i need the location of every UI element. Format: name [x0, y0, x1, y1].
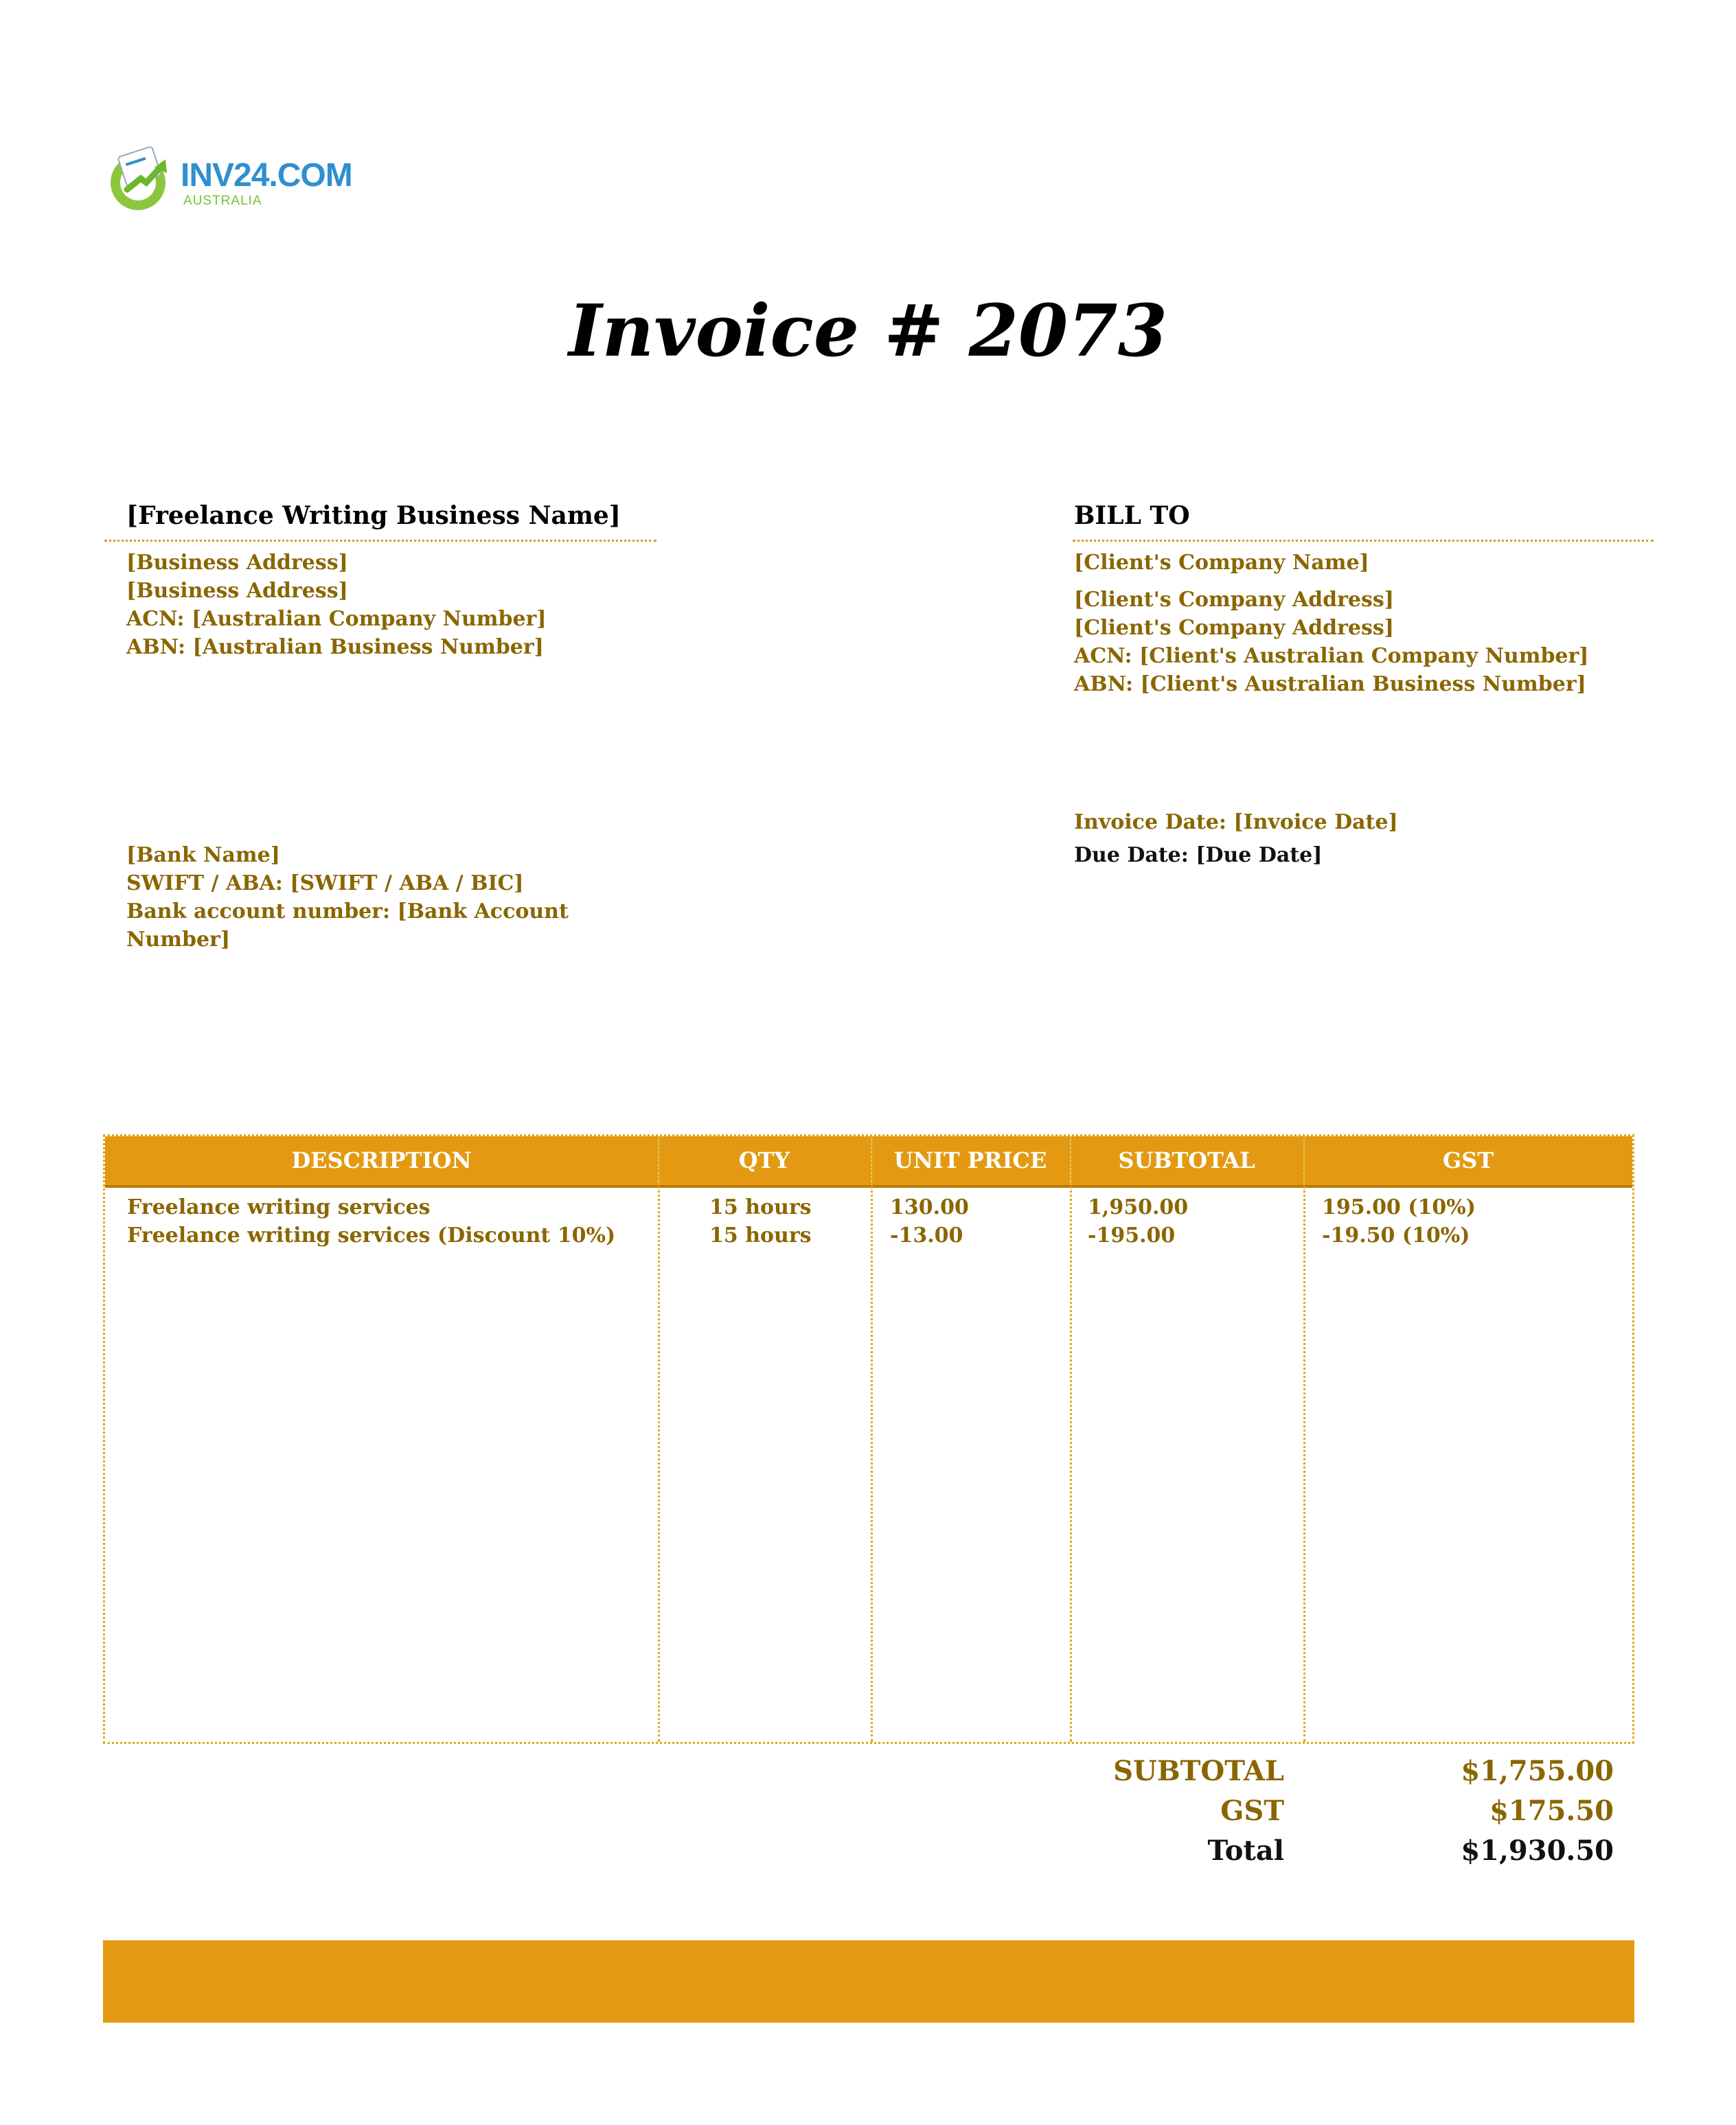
- invoice-title: Invoice # 2073: [568, 288, 1168, 373]
- business-abn: ABN: [Australian Business Number]: [126, 635, 544, 659]
- column-divider: [658, 1136, 660, 1742]
- footer-band: [103, 1940, 1634, 2023]
- header-description: DESCRIPTION: [291, 1147, 472, 1173]
- row-subtotal: -195.00: [1088, 1224, 1176, 1248]
- column-divider: [1070, 1136, 1072, 1742]
- column-divider: [1303, 1136, 1305, 1742]
- row-unit-price: -13.00: [890, 1224, 963, 1248]
- table-header: [105, 1136, 1632, 1188]
- column-divider: [871, 1136, 873, 1742]
- row-unit-price: 130.00: [890, 1195, 969, 1219]
- bill-to-divider: [1073, 540, 1654, 542]
- company-logo: [106, 144, 352, 220]
- bank-name: [Bank Name]: [126, 843, 280, 867]
- business-acn: ACN: [Australian Company Number]: [126, 607, 547, 631]
- row-gst: -19.50 (10%): [1322, 1224, 1470, 1248]
- logo-sub-text: AUSTRALIA: [183, 194, 262, 208]
- bank-account-line-1: Bank account number: [Bank Account: [126, 899, 569, 923]
- client-company-name: [Client's Company Name]: [1074, 551, 1369, 575]
- header-gst: GST: [1442, 1147, 1494, 1173]
- business-divider: [104, 540, 656, 542]
- client-address-1: [Client's Company Address]: [1074, 588, 1394, 612]
- business-address-2: [Business Address]: [126, 579, 348, 603]
- subtotal-label: SUBTOTAL: [1113, 1755, 1284, 1787]
- row-description: Freelance writing services (Discount 10%): [127, 1224, 616, 1248]
- row-description: Freelance writing services: [127, 1195, 431, 1219]
- row-subtotal: 1,950.00: [1088, 1195, 1189, 1219]
- gst-value: $175.50: [1489, 1795, 1614, 1827]
- header-unit-price: UNIT PRICE: [893, 1147, 1047, 1173]
- row-qty: 15 hours: [709, 1195, 812, 1219]
- bank-swift: SWIFT / ABA: [SWIFT / ABA / BIC]: [126, 871, 524, 895]
- header-subtotal: SUBTOTAL: [1118, 1147, 1255, 1173]
- items-table: [103, 1134, 1634, 1744]
- business-name: [Freelance Writing Business Name]: [126, 501, 621, 530]
- client-abn: ABN: [Client's Australian Business Number]: [1074, 672, 1586, 696]
- gst-label: GST: [1220, 1795, 1284, 1827]
- total-value: $1,930.50: [1461, 1835, 1614, 1867]
- row-gst: 195.00 (10%): [1322, 1195, 1476, 1219]
- client-acn: ACN: [Client's Australian Company Number]: [1074, 644, 1589, 668]
- subtotal-value: $1,755.00: [1461, 1755, 1614, 1787]
- due-date: Due Date: [Due Date]: [1074, 843, 1323, 867]
- business-address-1: [Business Address]: [126, 551, 348, 575]
- logo-brand-text: INV24.COM: [181, 157, 352, 194]
- invoice-date: Invoice Date: [Invoice Date]: [1074, 810, 1398, 834]
- row-qty: 15 hours: [709, 1224, 812, 1248]
- bank-account-line-2: Number]: [126, 928, 231, 952]
- bill-to-heading: BILL TO: [1074, 501, 1190, 530]
- header-qty: QTY: [738, 1147, 790, 1173]
- client-address-2: [Client's Company Address]: [1074, 616, 1394, 640]
- logo-icon: [106, 144, 175, 213]
- total-label: Total: [1207, 1835, 1284, 1867]
